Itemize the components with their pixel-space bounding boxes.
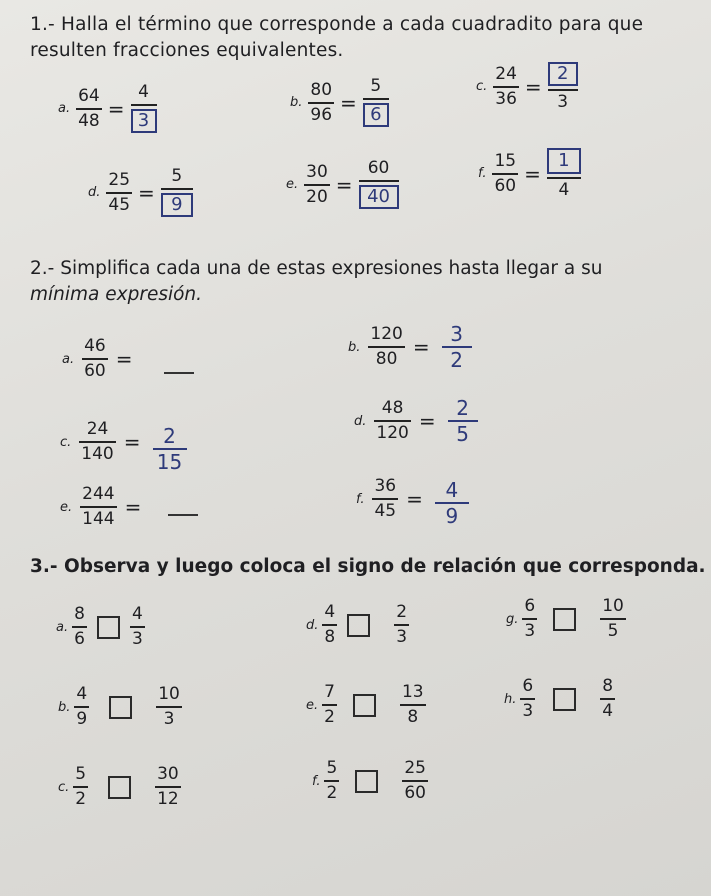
numerator: 4 bbox=[138, 82, 149, 102]
given-fraction bbox=[308, 79, 334, 125]
numerator: 4 bbox=[324, 602, 336, 622]
answer-denominator: 2 bbox=[450, 348, 463, 372]
denominator: 4 bbox=[602, 701, 614, 721]
item-label: g. bbox=[506, 611, 519, 627]
relation-sign-box[interactable] bbox=[355, 770, 378, 793]
exercise-2d bbox=[354, 398, 478, 444]
answer-denominator: 15 bbox=[156, 450, 183, 474]
answer-fraction bbox=[548, 62, 578, 111]
item-label: a. bbox=[58, 101, 71, 116]
denominator: 3 bbox=[131, 629, 143, 649]
denominator: 3 bbox=[557, 92, 569, 112]
relation-sign-box[interactable] bbox=[108, 776, 131, 799]
denominator: 2 bbox=[326, 783, 338, 803]
denominator: 3 bbox=[522, 701, 534, 721]
equals-sign: = bbox=[418, 409, 436, 433]
exercise-3g bbox=[506, 598, 626, 640]
denominator: 20 bbox=[306, 186, 328, 207]
answer-fraction[interactable] bbox=[442, 324, 472, 370]
item-label: b. bbox=[58, 699, 71, 715]
denominator: 4 bbox=[558, 180, 570, 200]
numerator: 25 bbox=[404, 758, 426, 778]
item-label: c. bbox=[476, 79, 488, 94]
numerator: 6 bbox=[524, 596, 536, 616]
given-fraction bbox=[76, 85, 102, 131]
equals-sign: = bbox=[524, 161, 541, 186]
left-fraction bbox=[74, 686, 89, 728]
exercise-1b bbox=[290, 78, 389, 127]
right-fraction bbox=[600, 678, 615, 720]
item-label: a. bbox=[62, 351, 75, 367]
item-label: d. bbox=[88, 185, 101, 200]
given-fraction bbox=[80, 486, 116, 528]
given-fraction bbox=[374, 400, 410, 442]
answer-box[interactable]: 40 bbox=[359, 185, 399, 209]
item-label: d. bbox=[354, 413, 367, 429]
given-fraction bbox=[493, 63, 519, 109]
exercise-3c bbox=[58, 766, 181, 808]
denominator: 140 bbox=[81, 444, 114, 464]
denominator: 9 bbox=[76, 709, 88, 729]
given-fraction bbox=[304, 161, 330, 207]
section1-title-line1: 1.- Halla el término que corresponde a cada cuadradito para que bbox=[30, 14, 644, 35]
exercise-2c bbox=[60, 412, 187, 472]
numerator: 8 bbox=[74, 604, 85, 624]
exercise-3f bbox=[312, 760, 428, 802]
denominator: 60 bbox=[494, 175, 517, 196]
denominator: 12 bbox=[157, 789, 179, 809]
denominator: 2 bbox=[324, 707, 335, 727]
denominator: 8 bbox=[324, 627, 336, 647]
exercise-1a bbox=[58, 84, 157, 133]
section2-title-line1: 2.- Simplifica cada una de estas expresiones hasta llegar a su bbox=[30, 258, 603, 279]
denominator: 144 bbox=[82, 509, 115, 529]
relation-sign-box[interactable] bbox=[109, 696, 132, 719]
given-fraction bbox=[372, 478, 398, 520]
equals-sign: = bbox=[406, 487, 423, 511]
answer-fraction[interactable] bbox=[435, 480, 469, 526]
exercise-2a bbox=[62, 338, 133, 380]
denominator: 96 bbox=[310, 104, 333, 125]
answer-box[interactable]: 2 bbox=[548, 62, 578, 86]
answer-denominator: 5 bbox=[456, 422, 469, 446]
denominator: 2 bbox=[75, 789, 87, 809]
numerator: 6 bbox=[522, 676, 534, 696]
section1-title-line2: resulten fracciones equivalentes. bbox=[30, 40, 344, 61]
relation-sign-box[interactable] bbox=[347, 614, 370, 637]
exercise-2e bbox=[60, 486, 141, 528]
equals-sign: = bbox=[107, 96, 125, 121]
answer-fraction bbox=[161, 168, 193, 217]
numerator: 80 bbox=[310, 79, 333, 100]
numerator: 10 bbox=[602, 596, 624, 616]
left-fraction bbox=[72, 606, 87, 648]
answer-fraction bbox=[547, 148, 581, 199]
item-label: c. bbox=[60, 434, 72, 450]
numerator: 36 bbox=[374, 476, 397, 496]
numerator: 10 bbox=[158, 684, 180, 704]
exercise-1d bbox=[88, 168, 193, 217]
left-fraction bbox=[322, 604, 337, 646]
right-fraction bbox=[130, 606, 145, 648]
exercise-1e bbox=[286, 160, 399, 209]
item-label: b. bbox=[348, 339, 361, 355]
denominator: 3 bbox=[163, 709, 175, 729]
denominator: 120 bbox=[376, 423, 409, 443]
equals-sign: = bbox=[340, 90, 357, 115]
right-fraction bbox=[156, 686, 182, 728]
answer-box[interactable]: 3 bbox=[131, 109, 157, 133]
equals-sign: = bbox=[124, 495, 142, 519]
numerator: 64 bbox=[78, 85, 100, 106]
denominator: 5 bbox=[607, 621, 619, 641]
denominator: 48 bbox=[78, 110, 100, 131]
answer-fraction bbox=[131, 84, 157, 133]
right-fraction bbox=[400, 684, 426, 726]
equals-sign: = bbox=[412, 335, 430, 359]
equals-sign: = bbox=[138, 180, 155, 205]
denominator: 45 bbox=[374, 501, 397, 521]
numerator: 60 bbox=[367, 158, 390, 178]
answer-box[interactable]: 9 bbox=[161, 193, 193, 217]
numerator: 24 bbox=[495, 63, 517, 84]
numerator: 7 bbox=[324, 682, 335, 702]
relation-sign-box[interactable] bbox=[553, 608, 576, 631]
exercise-1f bbox=[478, 148, 581, 199]
answer-fraction bbox=[363, 78, 389, 127]
section2-title-line2: mínima expresión. bbox=[30, 284, 203, 305]
answer-fraction[interactable] bbox=[448, 398, 478, 444]
numerator: 4 bbox=[76, 684, 88, 704]
equals-sign: = bbox=[115, 347, 133, 371]
left-fraction bbox=[324, 760, 339, 802]
numerator: 5 bbox=[370, 76, 382, 96]
numerator: 24 bbox=[86, 419, 109, 439]
exercise-3d bbox=[306, 604, 409, 646]
numerator: 25 bbox=[108, 169, 131, 190]
given-fraction bbox=[492, 150, 518, 196]
denominator: 45 bbox=[108, 194, 131, 215]
numerator: 30 bbox=[157, 764, 179, 784]
answer-blank[interactable] bbox=[164, 372, 194, 374]
item-label: e. bbox=[306, 697, 319, 713]
answer-numerator: 2 bbox=[456, 396, 469, 420]
relation-sign-box[interactable] bbox=[353, 694, 376, 717]
numerator: 5 bbox=[75, 764, 87, 784]
denominator: 60 bbox=[404, 783, 426, 803]
item-label: f. bbox=[478, 166, 487, 181]
item-label: e. bbox=[286, 177, 299, 192]
numerator: 244 bbox=[82, 484, 115, 504]
equals-sign: = bbox=[123, 430, 141, 454]
left-fraction bbox=[522, 598, 537, 640]
item-label: h. bbox=[504, 691, 517, 707]
answer-box[interactable]: 6 bbox=[363, 103, 389, 127]
left-fraction bbox=[520, 678, 535, 720]
right-fraction bbox=[394, 604, 409, 646]
left-fraction bbox=[322, 684, 337, 726]
answer-numerator: 3 bbox=[450, 322, 463, 346]
numerator: 2 bbox=[396, 602, 408, 622]
numerator: 30 bbox=[306, 161, 328, 182]
given-fraction bbox=[82, 338, 108, 380]
numerator: 48 bbox=[381, 398, 404, 418]
exercise-3h bbox=[504, 678, 615, 720]
denominator: 3 bbox=[396, 627, 408, 647]
exercise-3a bbox=[56, 606, 145, 648]
answer-numerator: 2 bbox=[163, 424, 176, 448]
answer-fraction[interactable] bbox=[153, 426, 187, 472]
numerator: 5 bbox=[171, 166, 183, 186]
relation-sign-box[interactable] bbox=[97, 616, 120, 639]
numerator: 15 bbox=[494, 150, 517, 171]
given-fraction bbox=[79, 421, 115, 463]
numerator: 5 bbox=[326, 758, 338, 778]
answer-numerator: 4 bbox=[445, 478, 459, 502]
answer-denominator: 9 bbox=[445, 504, 459, 528]
exercise-1c bbox=[476, 62, 578, 111]
numerator: 46 bbox=[84, 336, 106, 356]
exercise-2b bbox=[348, 324, 472, 370]
equals-sign: = bbox=[524, 74, 542, 99]
answer-box[interactable]: 1 bbox=[547, 148, 581, 174]
section3-title: 3.- Observa y luego coloca el signo de relación que corresponda. bbox=[30, 556, 706, 577]
item-label: b. bbox=[290, 95, 303, 110]
answer-blank[interactable] bbox=[168, 514, 198, 516]
numerator: 4 bbox=[131, 604, 143, 624]
numerator: 120 bbox=[370, 324, 403, 344]
item-label: e. bbox=[60, 499, 73, 515]
right-fraction bbox=[402, 760, 428, 802]
item-label: f. bbox=[312, 773, 321, 789]
given-fraction bbox=[368, 326, 404, 368]
exercise-3e bbox=[306, 684, 426, 726]
item-label: d. bbox=[306, 617, 319, 633]
item-label: a. bbox=[56, 619, 69, 635]
left-fraction bbox=[73, 766, 88, 808]
right-fraction bbox=[600, 598, 626, 640]
denominator: 3 bbox=[524, 621, 536, 641]
denominator: 8 bbox=[407, 707, 419, 727]
numerator: 8 bbox=[602, 676, 614, 696]
exercise-2f bbox=[356, 472, 469, 526]
item-label: f. bbox=[356, 491, 365, 507]
denominator: 60 bbox=[84, 361, 106, 381]
numerator: 13 bbox=[401, 682, 424, 702]
denominator: 36 bbox=[495, 88, 517, 109]
relation-sign-box[interactable] bbox=[553, 688, 576, 711]
denominator: 6 bbox=[74, 629, 85, 649]
answer-fraction bbox=[359, 160, 399, 209]
right-fraction bbox=[155, 766, 181, 808]
item-label: c. bbox=[58, 779, 70, 795]
equals-sign: = bbox=[335, 172, 353, 197]
given-fraction bbox=[106, 169, 132, 215]
exercise-3b bbox=[58, 686, 182, 728]
denominator: 80 bbox=[375, 349, 398, 369]
